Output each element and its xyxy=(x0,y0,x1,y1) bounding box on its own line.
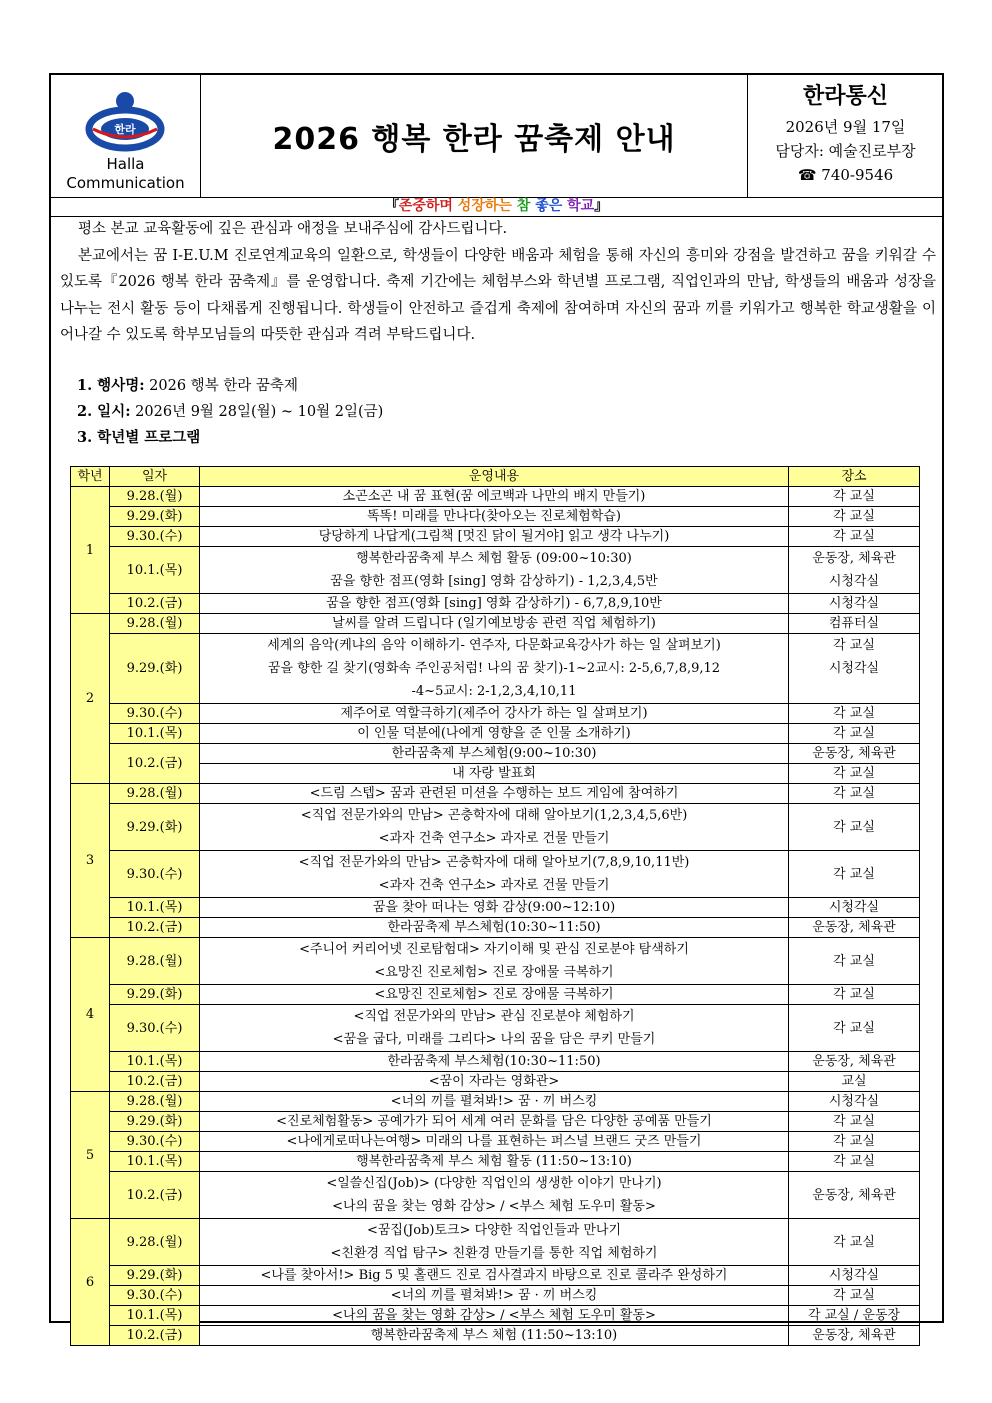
place-cell xyxy=(789,634,920,704)
table-row xyxy=(71,634,920,704)
content-line: <과자 건축 연구소> 과자로 건물 만들기 xyxy=(378,831,610,846)
motto-close: 』 xyxy=(594,198,609,214)
table-row xyxy=(71,1052,920,1072)
table-row xyxy=(71,1266,920,1286)
content-line: -4~5교시: 2-1,2,3,4,10,11 xyxy=(411,684,577,699)
place-cell: 각 교실 xyxy=(789,1152,920,1172)
content-cell xyxy=(200,938,789,985)
content-cell: 행복한라꿈축제 부스 체험 활동 (11:50~13:10) xyxy=(200,1152,789,1172)
date-cell: 9.29.(화) xyxy=(110,804,200,851)
content-line: <직업 전문가와의 만남> 곤충학자에 대해 알아보기(1,2,3,4,5,6반) xyxy=(300,808,688,823)
place-cell: 각 교실 xyxy=(789,507,920,527)
grade-cell: 1 xyxy=(71,487,110,614)
place-line: 각 교실 xyxy=(833,638,875,653)
date-cell: 9.28.(월) xyxy=(110,784,200,804)
date-cell: 9.30.(수) xyxy=(110,527,200,547)
grade-cell: 5 xyxy=(71,1092,110,1219)
content-line: <친환경 직업 탐구> 친환경 만들기를 통한 직업 체험하기 xyxy=(330,1246,658,1261)
place-cell: 각 교실 xyxy=(789,851,920,898)
table-row xyxy=(71,1092,920,1112)
item-program-label: 3. 학년별 프로그램 xyxy=(77,429,201,446)
content-line: <나의 꿈을 찾는 영화 감상> / <부스 체험 도우미 활동> xyxy=(332,1199,656,1214)
content-cell xyxy=(200,804,789,851)
place-cell: 각 교실 xyxy=(789,784,920,804)
table-row xyxy=(71,938,920,985)
place-cell: 각 교실 xyxy=(789,704,920,724)
content-cell: 꿈을 향한 점프(영화 [sing] 영화 감상하기) - 6,7,8,9,10반 xyxy=(200,594,789,614)
place-cell: 각 교실 xyxy=(789,527,920,547)
header-grade: 학년 xyxy=(71,467,110,487)
content-line: <꿈집(Job)토크> 다양한 직업인들과 만나기 xyxy=(366,1223,622,1238)
motto-word-5: 학교 xyxy=(567,198,595,214)
manager: 담당자: 예술진로부장 xyxy=(775,142,916,160)
grade-cell: 3 xyxy=(71,784,110,938)
table-row xyxy=(71,1112,920,1132)
document-frame xyxy=(49,73,944,1343)
date-cell: 9.29.(화) xyxy=(110,1112,200,1132)
item-name-value: 2026 행복 한라 꿈축제 xyxy=(149,378,298,394)
table-row xyxy=(71,1172,920,1219)
intro-text xyxy=(60,216,936,349)
school-logo-icon xyxy=(79,87,171,157)
date-cell: 9.29.(화) xyxy=(110,507,200,527)
content-cell xyxy=(200,1005,789,1052)
phone: ☎ 740-9546 xyxy=(797,166,894,184)
date-cell: 10.1.(목) xyxy=(110,1052,200,1072)
newsletter-name: 한라통신 xyxy=(802,84,888,109)
program-table xyxy=(70,466,920,1346)
date-cell: 9.30.(수) xyxy=(110,1286,200,1306)
content-cell: <꿈이 자라는 영화관> xyxy=(200,1072,789,1092)
place-cell: 운동장, 체육관 xyxy=(789,744,920,764)
table-row xyxy=(71,1219,920,1266)
place-cell: 각 교실 xyxy=(789,1286,920,1306)
place-cell: 운동장, 체육관 xyxy=(789,1172,920,1219)
table-row xyxy=(71,744,920,764)
date-cell: 9.28.(월) xyxy=(110,1219,200,1266)
item-name xyxy=(77,373,383,399)
table-row xyxy=(71,1072,920,1092)
table-row xyxy=(71,1286,920,1306)
date-cell: 10.1.(목) xyxy=(110,1306,200,1326)
table-row xyxy=(71,985,920,1005)
date-cell: 9.28.(월) xyxy=(110,938,200,985)
content-cell: 당당하게 나답게(그림책 [멋진 닭이 될거야] 읽고 생각 나누기) xyxy=(200,527,789,547)
logo-text-halla: Halla xyxy=(106,155,145,173)
grade-cell: 4 xyxy=(71,938,110,1092)
place-cell: 운동장, 체육관 xyxy=(789,918,920,938)
content-cell: <나에게로떠나는여행> 미래의 나를 표현하는 퍼스널 브랜드 굿즈 만들기 xyxy=(200,1132,789,1152)
content-cell xyxy=(200,1219,789,1266)
content-cell: 한라꿈축제 부스체험(10:30~11:50) xyxy=(200,1052,789,1072)
content-line: <꿈을 굽다, 미래를 그리다> 나의 꿈을 담은 쿠키 만들기 xyxy=(332,1032,656,1047)
table-row xyxy=(71,547,920,571)
content-line: <주니어 커리어넷 진로탐험대> 자기이해 및 관심 진로분야 탐색하기 xyxy=(299,942,689,957)
date-cell: 10.1.(목) xyxy=(110,724,200,744)
item-name-label: 1. 행사명: xyxy=(77,377,145,394)
content-cell: <요망진 진로체험> 진로 장애물 극복하기 xyxy=(200,985,789,1005)
content-cell: <너의 끼를 펼쳐봐!> 꿈 · 끼 버스킹 xyxy=(200,1092,789,1112)
content-cell: 꿈을 찾아 떠나는 영화 감상(9:00~12:10) xyxy=(200,898,789,918)
place-cell: 교실 xyxy=(789,1072,920,1092)
date-cell: 9.29.(화) xyxy=(110,985,200,1005)
content-cell: 날씨를 알려 드립니다 (일기예보방송 관련 직업 체험하기) xyxy=(200,614,789,634)
content-cell: 행복한라꿈축제 부스 체험 활동 (09:00~10:30) xyxy=(200,547,789,571)
table-row xyxy=(71,1326,920,1346)
motto-open: 『 xyxy=(384,198,399,214)
content-line: 세계의 음악(케냐의 음악 이해하기- 연주자, 다문화교육강사가 하는 일 살펴보기) xyxy=(267,638,721,653)
content-line: <일쓸신집(Job)> (다양한 직업인의 생생한 이야기 만나기) xyxy=(326,1176,662,1191)
table-row xyxy=(71,1306,920,1326)
place-line: 시청각실 xyxy=(828,661,880,676)
place-cell: 시청각실 xyxy=(789,570,920,594)
content-cell: 한라꿈축제 부스체험(10:30~11:50) xyxy=(200,918,789,938)
motto-word-3: 참 xyxy=(516,198,531,214)
school-motto xyxy=(51,197,942,217)
item-date-label: 2. 일시: xyxy=(77,403,131,420)
content-cell: <진로체험활동> 공예가가 되어 세계 여러 문화를 담은 다양한 공예품 만들기 xyxy=(200,1112,789,1132)
issue-date: 2026년 9월 17일 xyxy=(785,118,906,136)
place-cell: 컴퓨터실 xyxy=(789,614,920,634)
content-line: <요망진 진로체험> 진로 장애물 극복하기 xyxy=(374,965,614,980)
content-cell: <나를 찾아서!> Big 5 및 홀랜드 진로 검사결과지 바탕으로 진로 콜라주 완성하기 xyxy=(200,1266,789,1286)
place-cell: 시청각실 xyxy=(789,1092,920,1112)
date-cell: 10.1.(목) xyxy=(110,898,200,918)
place-cell: 각 교실 / 운동장 xyxy=(789,1306,920,1326)
table-row xyxy=(71,487,920,507)
table-row xyxy=(71,527,920,547)
date-cell: 9.28.(월) xyxy=(110,1092,200,1112)
date-cell: 10.2.(금) xyxy=(110,744,200,784)
paragraph: 본교에서는 꿈 I-E.U.M 진로연계교육의 일환으로, 학생들이 다양한 배움과 체험을 통해 자신의 흥미와 강점을 발견하고 꿈을 키워갈 수 있도록『2026 행복 한라 꿈축제』를 운영합니다. 축제 기간에는 체험부스와 학년별 프로그램, 직업인과의 만남, 학생들의 배움과 성장을 나누는 전시 활동 등이 다채롭게 진행됩니다. 학생들이 안전하고 즐겁게 축제에 참여하며 자신의 꿈과 끼를 키워가고 행복한 학교생활을 이어나갈 수 있도록 학부모님들의 따뜻한 관심과 격려 부탁드립니다. xyxy=(60,247,936,343)
place-cell: 각 교실 xyxy=(789,724,920,744)
date-cell: 10.2.(금) xyxy=(110,594,200,614)
place-cell: 운동장, 체육관 xyxy=(789,547,920,571)
table-header-row xyxy=(71,467,920,487)
grade-cell: 2 xyxy=(71,614,110,784)
content-cell: <드림 스텝> 꿈과 관련된 미션을 수행하는 보드 게임에 참여하기 xyxy=(200,784,789,804)
date-cell: 10.2.(금) xyxy=(110,918,200,938)
table-row xyxy=(71,804,920,851)
place-cell: 시청각실 xyxy=(789,898,920,918)
content-cell: <너의 끼를 펼쳐봐!> 꿈 · 끼 버스킹 xyxy=(200,1286,789,1306)
place-cell: 각 교실 xyxy=(789,804,920,851)
table-row xyxy=(71,1132,920,1152)
date-cell: 9.30.(수) xyxy=(110,704,200,724)
date-cell: 9.30.(수) xyxy=(110,1005,200,1052)
table-row xyxy=(71,784,920,804)
place-cell: 각 교실 xyxy=(789,487,920,507)
date-cell: 10.1.(목) xyxy=(110,547,200,594)
item-date xyxy=(77,399,383,425)
place-cell: 각 교실 xyxy=(789,938,920,985)
table-row xyxy=(71,918,920,938)
content-cell: 한라꿈축제 부스체험(9:00~10:30) xyxy=(200,744,789,764)
date-cell: 9.30.(수) xyxy=(110,1132,200,1152)
table-row xyxy=(71,724,920,744)
motto-word-1: 존중하며 xyxy=(398,198,453,214)
date-cell: 9.29.(화) xyxy=(110,634,200,704)
date-cell: 9.28.(월) xyxy=(110,487,200,507)
place-cell: 각 교실 xyxy=(789,1219,920,1266)
table-row xyxy=(71,594,920,614)
table-row xyxy=(71,898,920,918)
place-cell: 각 교실 xyxy=(789,1112,920,1132)
header-place: 장소 xyxy=(789,467,920,487)
svg-text:한라: 한라 xyxy=(114,123,136,136)
logo-box xyxy=(51,75,201,197)
table-row xyxy=(71,614,920,634)
date-cell: 10.2.(금) xyxy=(110,1326,200,1346)
item-date-value: 2026년 9월 28일(월) ~ 10월 2일(금) xyxy=(135,404,384,420)
content-line: 꿈을 향한 길 찾기(영화속 주인공처럼! 나의 꿈 찾기)-1~2교시: 2-5,6,7,8,9,12 xyxy=(267,661,721,676)
date-cell: 10.1.(목) xyxy=(110,1152,200,1172)
content-cell xyxy=(200,634,789,704)
paragraph: 평소 본교 교육활동에 깊은 관심과 애정을 보내주심에 감사드립니다. xyxy=(78,221,508,237)
motto-word-2: 성장하는 xyxy=(457,198,512,214)
content-line: <직업 전문가와의 만남> 곤충학자에 대해 알아보기(7,8,9,10,11반) xyxy=(298,855,690,870)
content-cell: 행복한라꿈축제 부스 체험 (11:50~13:10) xyxy=(200,1326,789,1346)
table-row xyxy=(71,507,920,527)
place-cell: 운동장, 체육관 xyxy=(789,1052,920,1072)
place-cell: 각 교실 xyxy=(789,985,920,1005)
date-cell: 9.30.(수) xyxy=(110,851,200,898)
header-content: 운영내용 xyxy=(200,467,789,487)
table-row xyxy=(71,1152,920,1172)
newsletter-info xyxy=(747,75,943,197)
content-line: <과자 건축 연구소> 과자로 건물 만들기 xyxy=(378,878,610,893)
content-cell: 꿈을 향한 점프(영화 [sing] 영화 감상하기) - 1,2,3,4,5반 xyxy=(200,570,789,594)
date-cell: 9.28.(월) xyxy=(110,614,200,634)
place-cell: 각 교실 xyxy=(789,1005,920,1052)
content-line: <직업 전문가와의 만남> 관심 진로분야 체험하기 xyxy=(353,1009,635,1024)
table-row xyxy=(71,1005,920,1052)
table-row xyxy=(71,704,920,724)
header xyxy=(51,75,942,198)
date-cell: 9.29.(화) xyxy=(110,1266,200,1286)
content-cell: 소곤소곤 내 꿈 표현(꿈 에코백과 나만의 배지 만들기) xyxy=(200,487,789,507)
grade-cell: 6 xyxy=(71,1219,110,1346)
place-cell: 각 교실 xyxy=(789,764,920,784)
place-cell: 시청각실 xyxy=(789,594,920,614)
content-cell xyxy=(200,1172,789,1219)
content-cell: 이 인물 덕분에(나에게 영향을 준 인물 소개하기) xyxy=(200,724,789,744)
table-row xyxy=(71,851,920,898)
place-cell: 각 교실 xyxy=(789,1132,920,1152)
content-cell: 내 자랑 발표회 xyxy=(200,764,789,784)
item-program xyxy=(77,425,383,451)
date-cell: 10.2.(금) xyxy=(110,1172,200,1219)
page-title: 2026 행복 한라 꿈축제 안내 xyxy=(272,122,676,157)
content-cell xyxy=(200,851,789,898)
place-cell: 시청각실 xyxy=(789,1266,920,1286)
header-date: 일자 xyxy=(110,467,200,487)
place-cell: 운동장, 체육관 xyxy=(789,1326,920,1346)
content-cell: 제주어로 역할극하기(제주어 강사가 하는 일 살펴보기) xyxy=(200,704,789,724)
date-cell: 10.2.(금) xyxy=(110,1072,200,1092)
event-items xyxy=(77,373,383,451)
logo-text-communication: Communication xyxy=(66,174,185,192)
content-cell: <나의 꿈을 찾는 영화 감상> / <부스 체험 도우미 활동> xyxy=(200,1306,789,1326)
motto-word-4: 좋은 xyxy=(535,198,563,214)
content-cell: 똑똑! 미래를 만나다(찾아오는 진로체험학습) xyxy=(200,507,789,527)
